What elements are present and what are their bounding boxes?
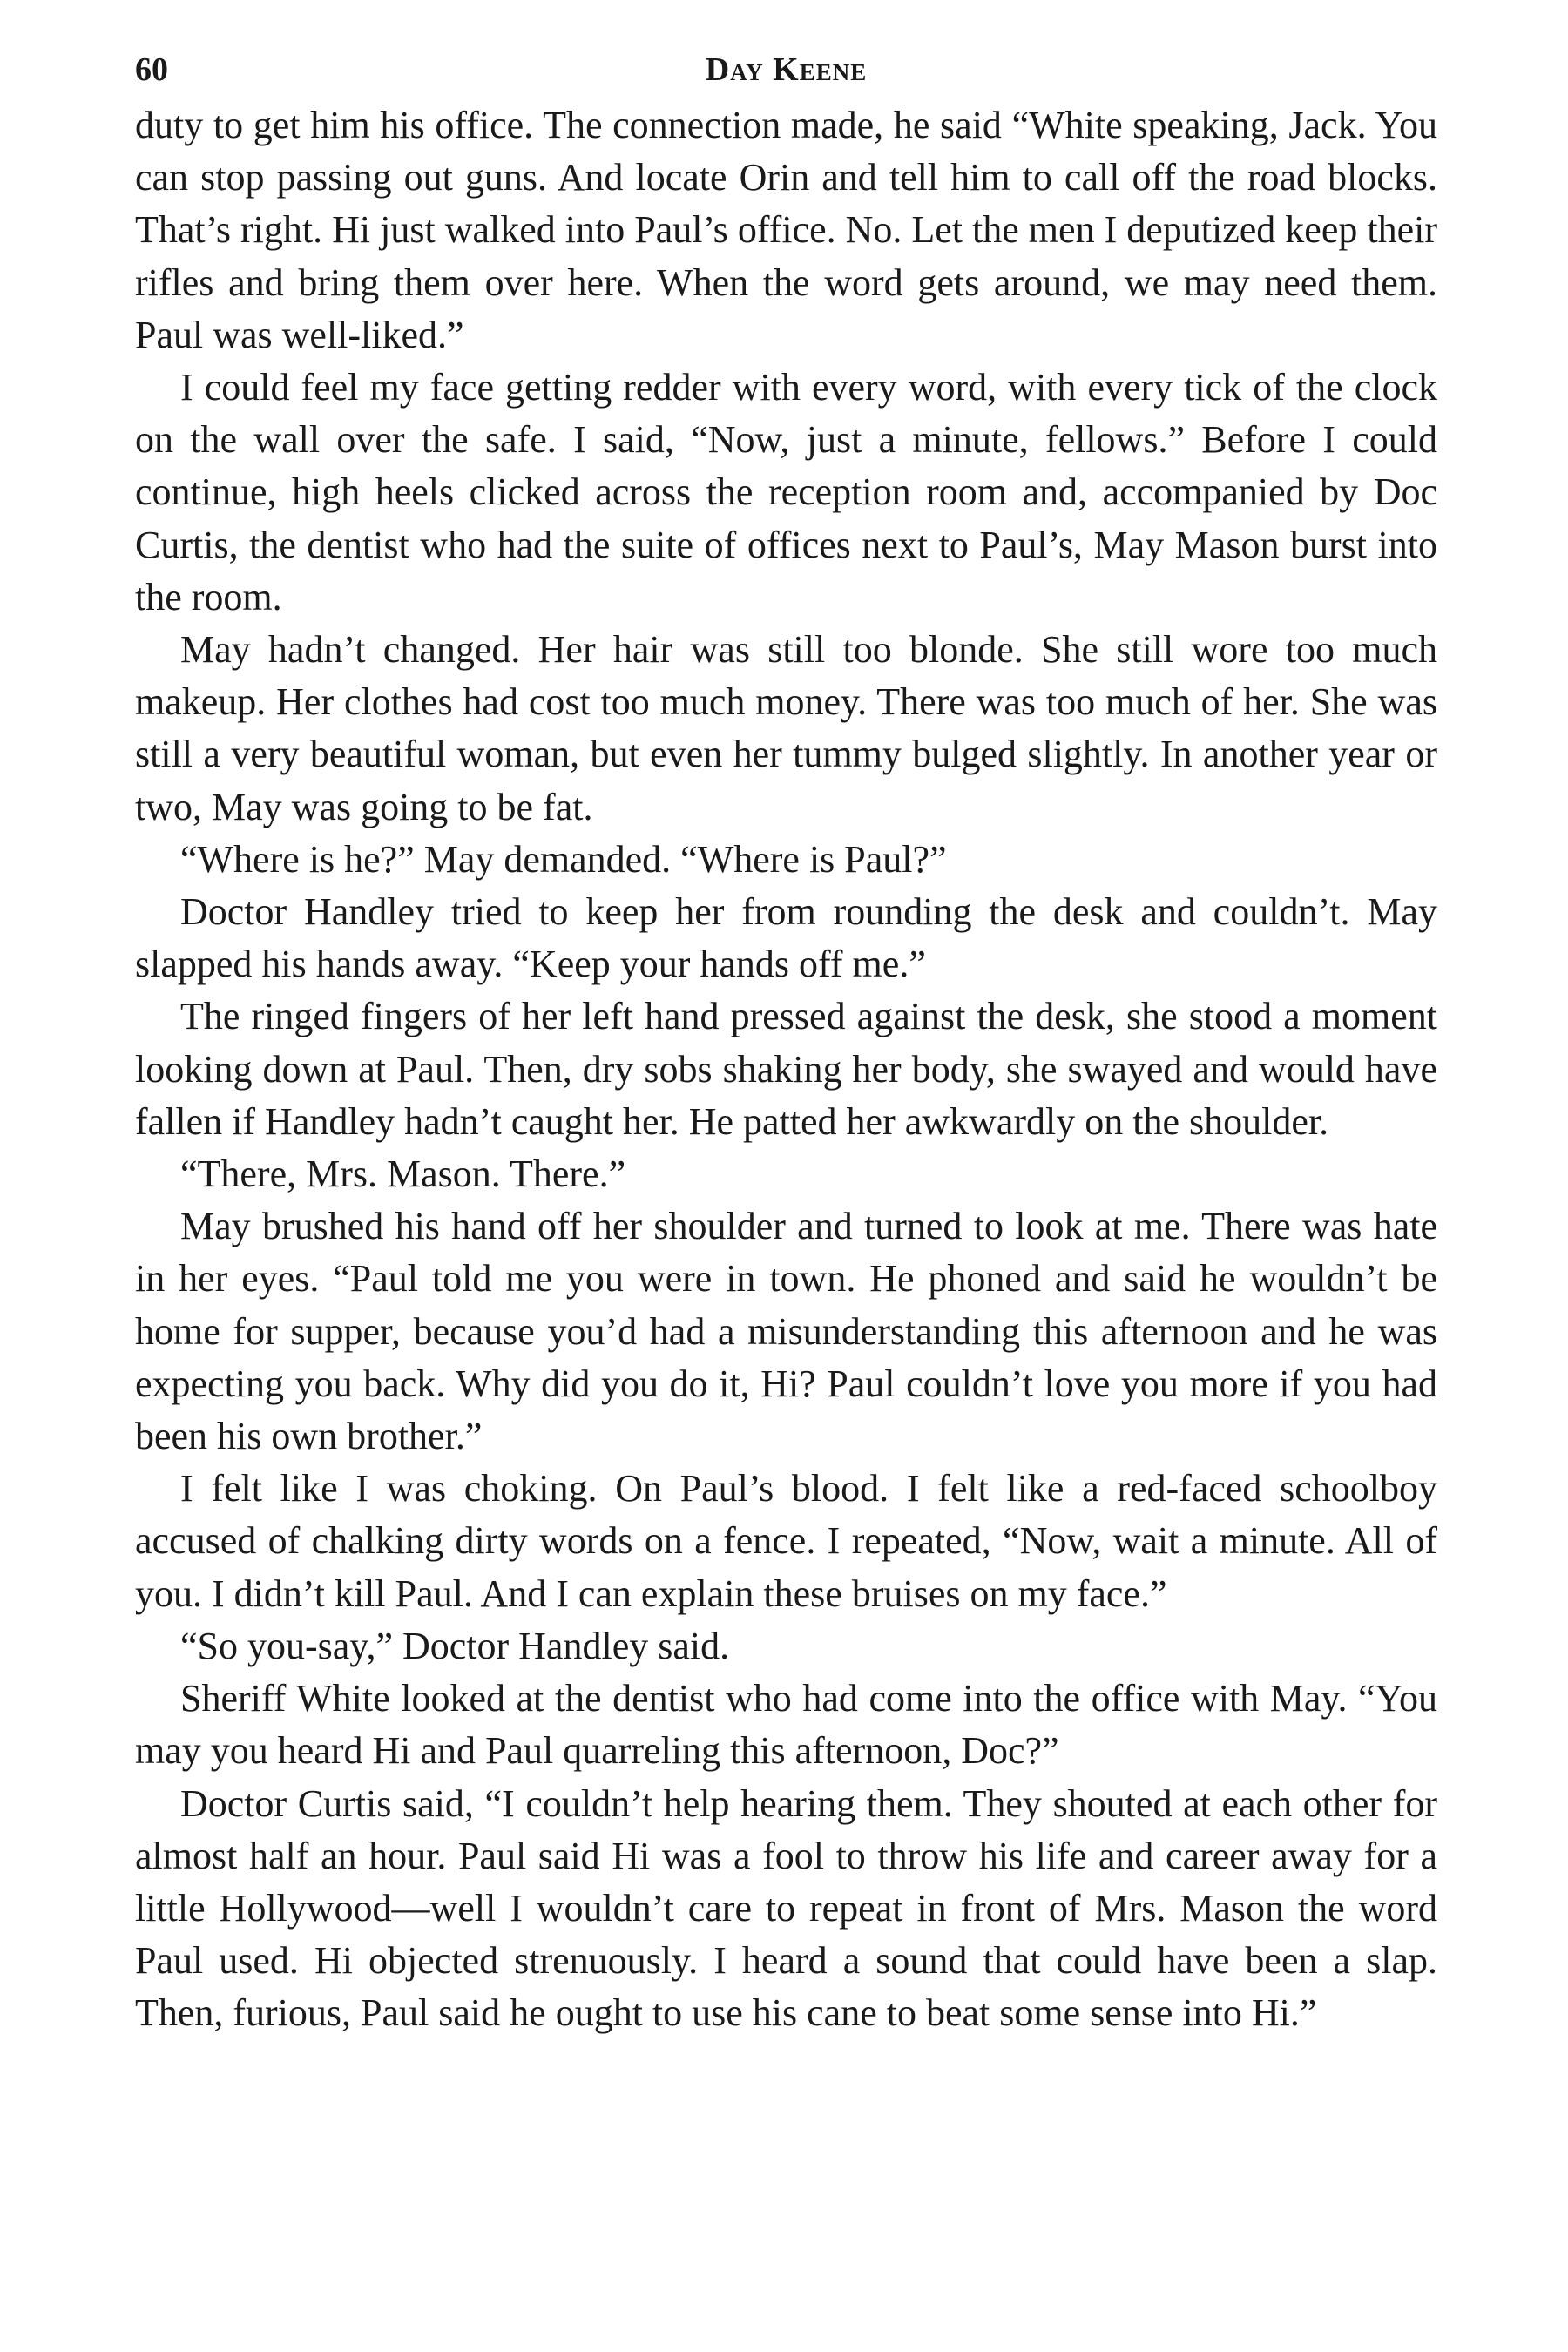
running-head-author: Day Keene <box>705 51 868 88</box>
paragraph: I felt like I was choking. On Paul’s blood. I felt like a red-faced schoolboy accused of chalking dirty words on a fence. I repeated, “Now, wait a minute. All of you. I didn’t kill Paul. And I can explain these bruises on my face.” <box>135 1467 1437 1615</box>
paragraph-continuation: duty to get him his office. The connection made, he said “White speaking, Jack. You can stop passing out guns. And locate Orin and tell him to call off the road blocks. That’s right. Hi just walked into Paul’s office. No. Let the men I deputized keep their rifles and bring them over here. When the word gets around, we may need them. Paul was well-liked.” <box>135 104 1437 356</box>
paragraph: May brushed his hand off her shoulder and turned to look at me. There was hate in her eyes. “Paul told me you were in town. He phoned and said he wouldn’t be home for supper, because you’d had a misunderstanding this afternoon and he was expecting you back. Why did you do it, Hi? Paul couldn’t love you more if you had been his own brother.” <box>135 1205 1437 1458</box>
paragraph: Sheriff White looked at the dentist who had come into the office with May. “You may you heard Hi and Paul quarreling this afternoon, Doc?” <box>135 1677 1437 1773</box>
paragraph: Doctor Curtis said, “I couldn’t help hearing them. They shouted at each other for almost half an hour. Paul said Hi was a fool to throw his life and career away for a little Hollywood—well I wouldn’t care to repeat in front of Mrs. Mason the word Paul used. Hi objected strenuously. I heard a sound that could have been a slap. Then, furious, Paul said he ought to use his cane to beat some sense into Hi.” <box>135 1781 1437 2035</box>
page-header <box>135 44 1437 99</box>
paragraph: Doctor Handley tried to keep her from rounding the desk and couldn’t. May slapped his hands away. “Keep your hands off me.” <box>135 890 1437 986</box>
paragraph: “So you-say,” Doctor Handley said. <box>180 1624 730 1667</box>
book-page <box>135 44 1437 2040</box>
paragraph: “Where is he?” May demanded. “Where is Paul?” <box>180 837 947 881</box>
body-text <box>135 99 1437 2040</box>
paragraph: I could feel my face getting redder with every word, with every tick of the clock on the wall over the safe. I said, “Now, just a minute, fellows.” Before I could continue, high heels clicked across the reception room and, accompanied by Doc Curtis, the dentist who had the suite of offices next to Paul’s, May Mason burst into the room. <box>135 366 1437 618</box>
paragraph: “There, Mrs. Mason. There.” <box>180 1152 626 1196</box>
paragraph: May hadn’t changed. Her hair was still too blonde. She still wore too much makeup. Her clothes had cost too much money. There was too much of her. She was still a very beautiful woman, but even her tummy bulged slightly. In another year or two, May was going to be fat. <box>135 628 1437 828</box>
page-number: 60 <box>135 51 168 88</box>
paragraph: The ringed fingers of her left hand pressed against the desk, she stood a moment looking down at Paul. Then, dry sobs shaking her body, she swayed and would have fallen if Handley hadn’t caught her. He patted her awkwardly on the shoulder. <box>135 995 1437 1143</box>
